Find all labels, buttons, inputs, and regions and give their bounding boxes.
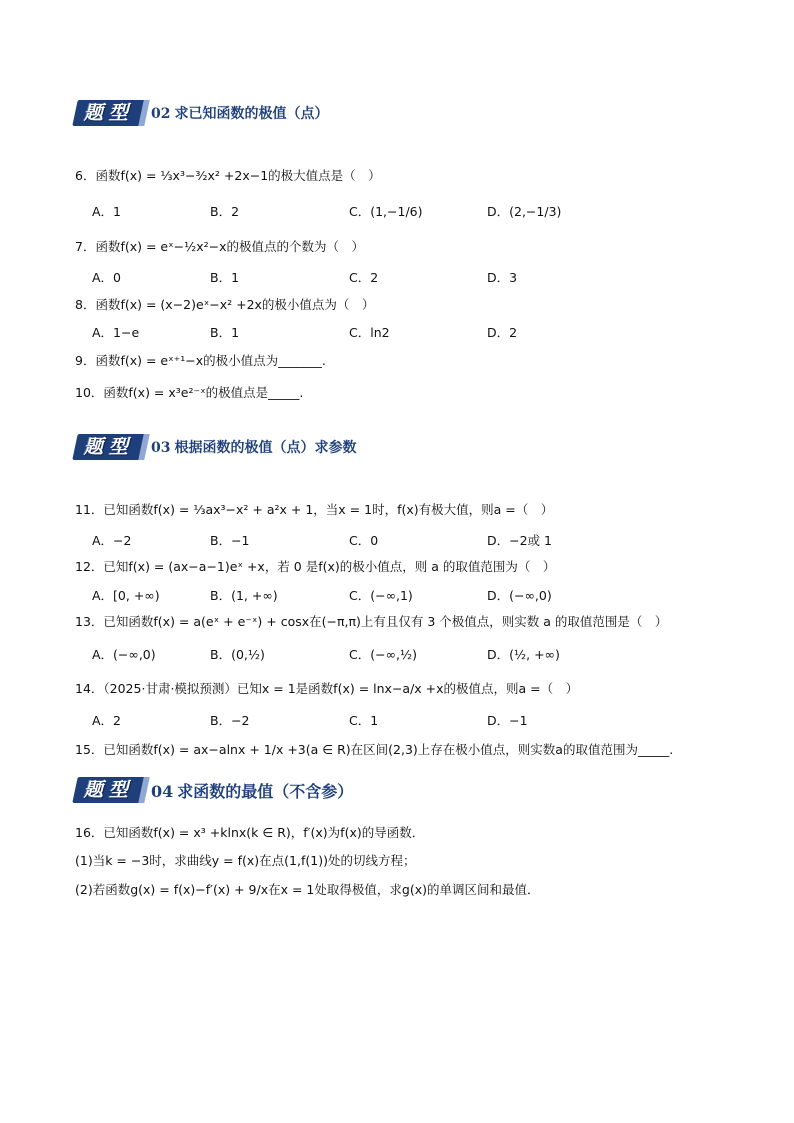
- option-b: B．2: [210, 204, 240, 219]
- option-a: A．0: [92, 270, 122, 285]
- section-badge: 题型: [75, 432, 145, 462]
- question-16-part-2: (2)若函数g(x) = f(x)−f′(x) + 9/x在x = 1处取得极值，求g(x)的单调区间和最值．: [75, 882, 540, 897]
- section-title: 02 求已知函数的极值（点）: [151, 106, 329, 122]
- section-title: 04 求函数的最值（不含参）: [151, 781, 354, 801]
- option-d: D．2: [487, 325, 518, 340]
- option-d: D．−2或 1: [487, 533, 552, 548]
- option-c: C．2: [349, 270, 379, 285]
- question-9: 9．函数f(x) = eˣ⁺¹−x的极小值点为_______.: [75, 353, 326, 368]
- option-b: B．1: [210, 325, 240, 340]
- option-c: C．(−∞,1): [349, 588, 413, 603]
- option-d: D．(2,−1/3): [487, 204, 562, 219]
- option-a: A．−2: [92, 533, 132, 548]
- section-header-03: [75, 430, 356, 464]
- option-b: B．(1, +∞): [210, 588, 278, 603]
- section-badge: 题型: [75, 775, 145, 805]
- option-c: C．(1,−1/6): [349, 204, 423, 219]
- option-b: B．−1: [210, 533, 250, 548]
- option-d: D．(½, +∞): [487, 647, 560, 662]
- question-16: 16．已知函数f(x) = x³ +klnx(k ∈ R)，f′(x)为f(x)的导函数．: [75, 825, 425, 840]
- question-15: 15．已知函数f(x) = ax−alnx + 1/x +3(a ∈ R)在区间(2,3)上存在极小值点，则实数a的取值范围为_____.: [75, 742, 674, 757]
- section-header-04: [75, 773, 353, 807]
- option-a: A．(−∞,0): [92, 647, 156, 662]
- section-badge: 题型: [75, 98, 145, 128]
- section-header-02: [75, 96, 328, 130]
- option-b: B．−2: [210, 713, 250, 728]
- option-b: B．1: [210, 270, 240, 285]
- question-8: 8．函数f(x) = (x−2)eˣ−x² +2x的极小值点为（ ）: [75, 297, 375, 312]
- option-a: A．[0, +∞): [92, 588, 160, 603]
- option-d: D．3: [487, 270, 518, 285]
- option-c: C．1: [349, 713, 379, 728]
- option-a: A．1: [92, 204, 122, 219]
- option-b: B．(0,½): [210, 647, 265, 662]
- question-12: 12．已知f(x) = (ax−a−1)eˣ +x，若 0 是f(x)的极小值点，则 a 的取值范围为（ ）: [75, 559, 556, 574]
- question-6: 6．函数f(x) = ⅓x³−³⁄₂x² +2x−1的极大值点是（ ）: [75, 168, 381, 183]
- section-title: 03 根据函数的极值（点）求参数: [151, 440, 357, 456]
- question-11: 11．已知函数f(x) = ⅓ax³−x² + a²x + 1，当x = 1时，f(x)有极大值，则a =（ ）: [75, 502, 554, 517]
- option-a: A．2: [92, 713, 122, 728]
- option-c: C．(−∞,½): [349, 647, 417, 662]
- question-10: 10．函数f(x) = x³e²⁻ˣ的极值点是_____.: [75, 385, 304, 400]
- question-16-part-1: (1)当k = −3时，求曲线y = f(x)在点(1,f(1))处的切线方程；: [75, 853, 416, 868]
- option-d: D．−1: [487, 713, 528, 728]
- question-13: 13．已知函数f(x) = a(eˣ + e⁻ˣ) + cosx在(−π,π)上有且仅有 3 个极值点，则实数 a 的取值范围是（ ）: [75, 614, 668, 629]
- option-d: D．(−∞,0): [487, 588, 552, 603]
- question-7: 7．函数f(x) = eˣ−½x²−x的极值点的个数为（ ）: [75, 239, 365, 254]
- question-14: 14．（2025·甘肃·模拟预测）已知x = 1是函数f(x) = lnx−a/x +x的极值点，则a =（ ）: [75, 681, 579, 696]
- option-a: A．1−e: [92, 325, 140, 340]
- option-c: C．ln2: [349, 325, 390, 340]
- option-c: C．0: [349, 533, 379, 548]
